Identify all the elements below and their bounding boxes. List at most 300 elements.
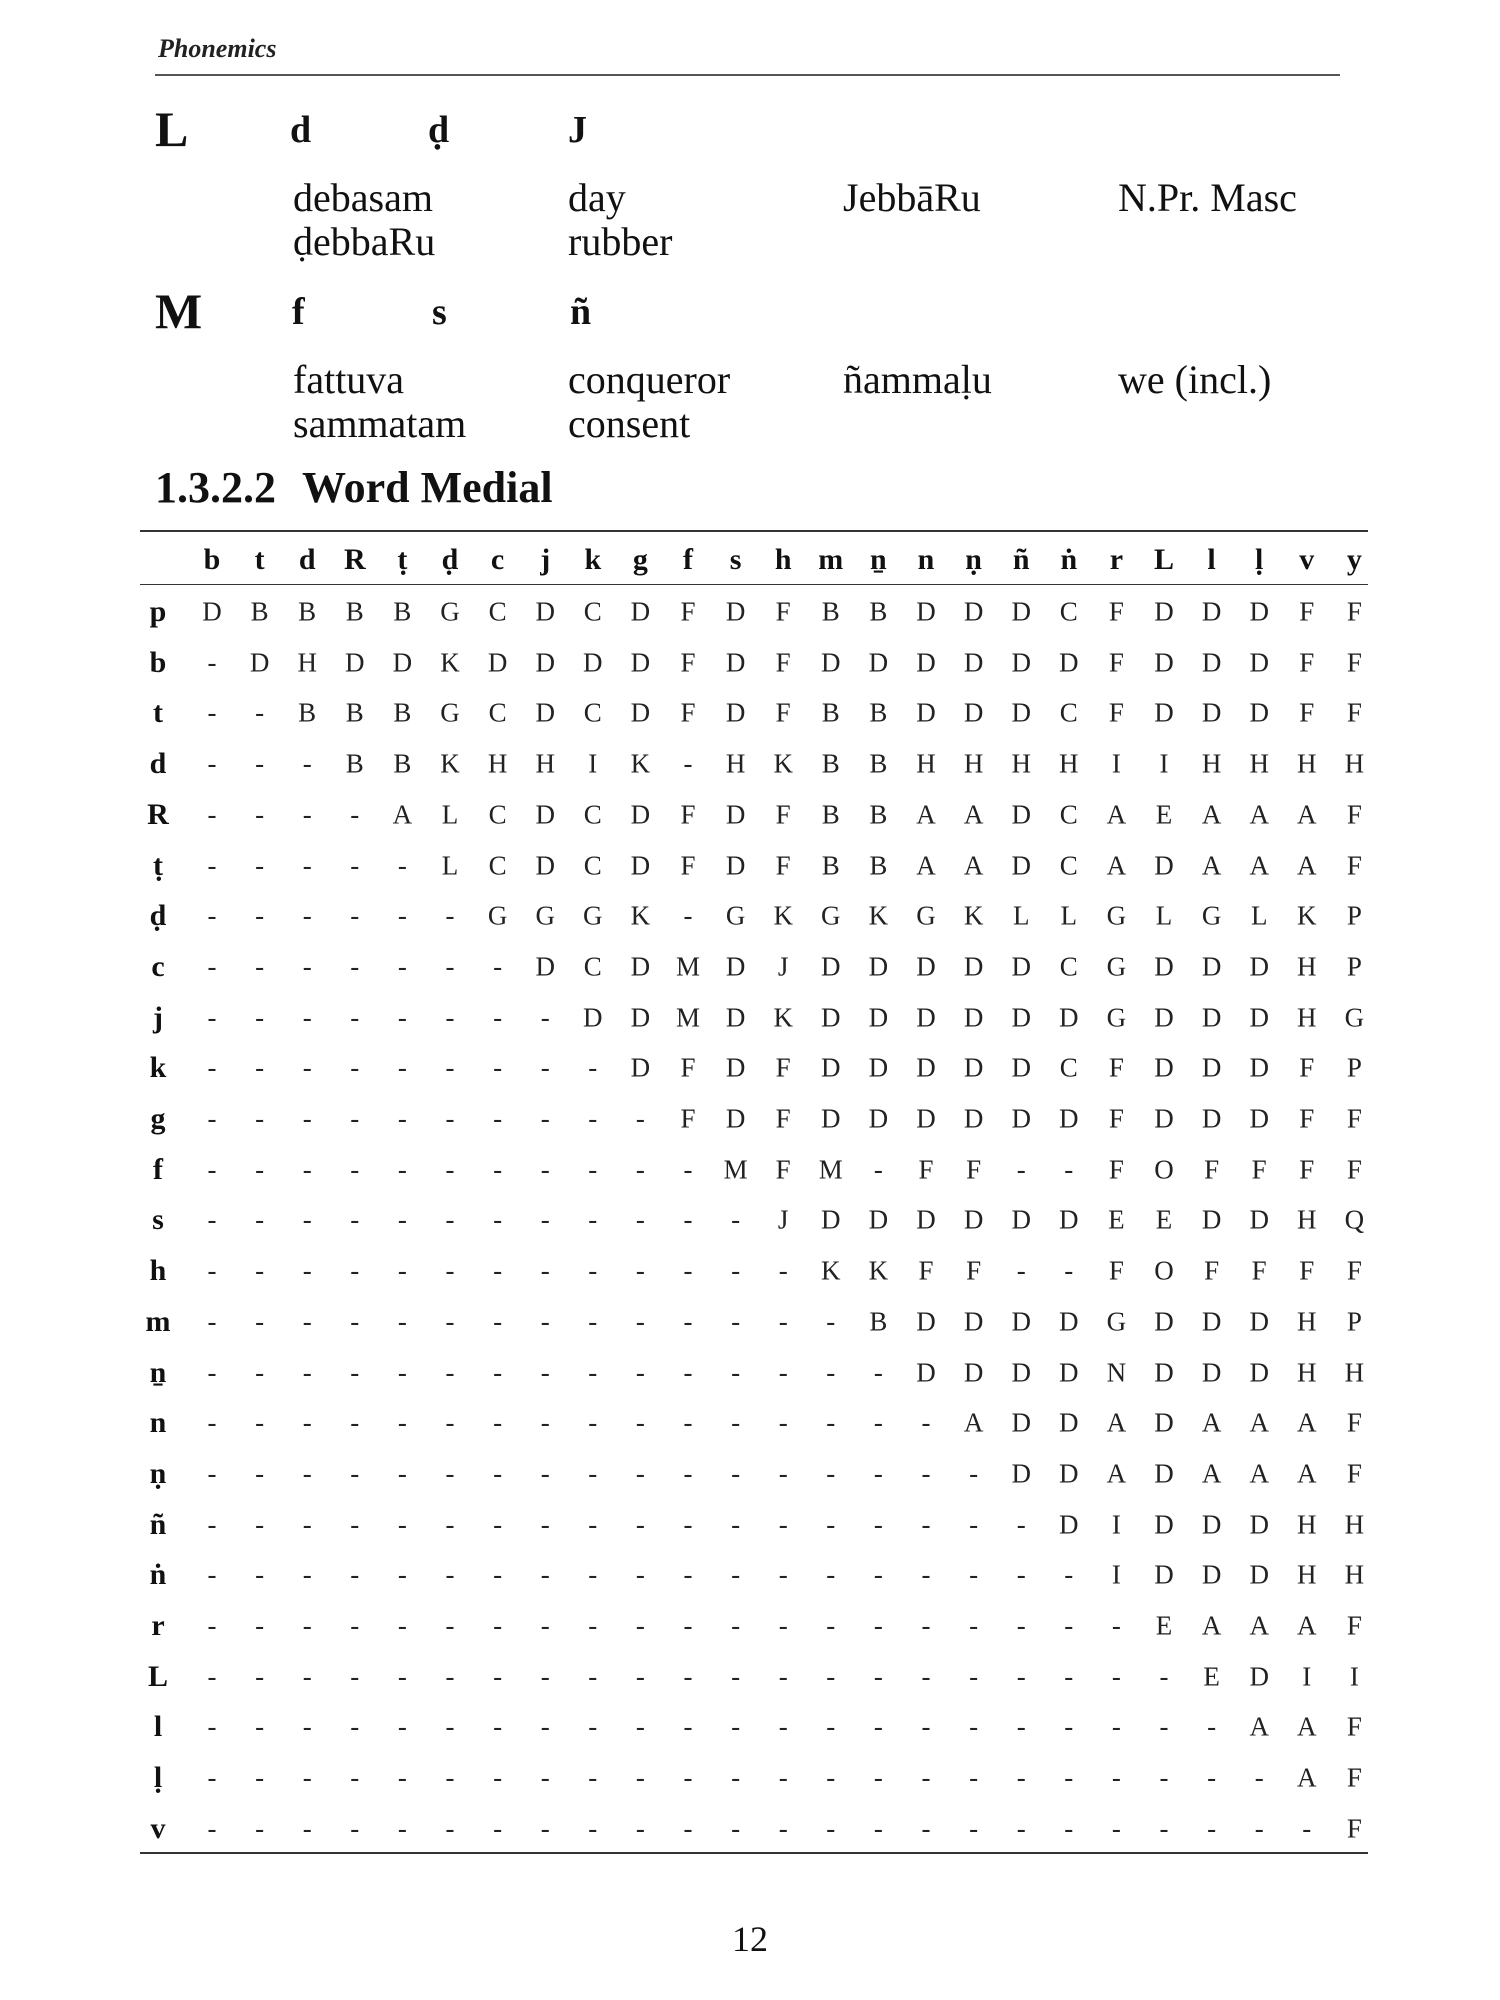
table-cell: - (302, 748, 312, 779)
table-cell: - (350, 1154, 360, 1185)
table-cell: G (535, 900, 555, 931)
table-cell: - (921, 1711, 931, 1742)
table-cell: - (731, 1357, 741, 1387)
table-cell: C (583, 850, 602, 880)
table-cell: - (778, 1661, 788, 1692)
table-cell: - (826, 1711, 836, 1742)
row-header: c (151, 949, 165, 983)
table-cell: D (916, 1002, 936, 1033)
table-cell: - (207, 1458, 217, 1489)
table-cell: - (350, 1813, 360, 1844)
table-cell: F (775, 1154, 791, 1185)
column-header: r (1109, 543, 1124, 576)
table-cell: - (207, 900, 217, 931)
table-cell: D (535, 850, 555, 880)
table-cell: - (683, 1154, 693, 1185)
table-cell: A (1249, 799, 1269, 830)
table-cell: - (397, 1711, 407, 1742)
table-cell: - (1111, 1711, 1121, 1742)
table-cell: - (445, 1610, 455, 1641)
table-cell: - (1254, 1813, 1264, 1844)
table-cell: G (821, 900, 841, 931)
table-cell: H (725, 748, 746, 779)
table-cell: - (826, 1559, 836, 1590)
table-cell: D (1011, 1458, 1031, 1489)
table-cell: M (723, 1154, 748, 1185)
table-cell: - (826, 1407, 836, 1438)
table-cell: D (963, 1103, 984, 1134)
table-cell: M (675, 1002, 701, 1033)
table-cell: - (826, 1509, 836, 1540)
table-cell: - (255, 1762, 265, 1793)
table-cell: - (350, 1762, 360, 1793)
table-cell: - (635, 1407, 645, 1438)
table-cell: - (588, 1052, 598, 1083)
column-header: j (540, 543, 551, 576)
table-cell: - (255, 748, 265, 779)
table-cell: F (680, 850, 696, 880)
table-cell: N (1106, 1357, 1127, 1387)
row-header: h (149, 1254, 167, 1288)
group-l-phoneme-2: ḍ (428, 109, 450, 151)
table-cell: A (1297, 1610, 1317, 1641)
table-cell: - (397, 1103, 407, 1134)
table-cell: - (969, 1661, 979, 1692)
row-header: ñ (149, 1507, 167, 1541)
table-cell: - (445, 1458, 455, 1489)
table-cell: G (1344, 1002, 1365, 1033)
table-cell: C (583, 951, 602, 982)
table-cell: - (588, 1610, 598, 1641)
column-header: y (1346, 543, 1362, 576)
table-cell: F (1251, 1154, 1267, 1185)
table-cell: D (1201, 1559, 1222, 1590)
table-cell: D (1011, 1306, 1031, 1337)
row-header: g (150, 1102, 166, 1135)
table-cell: C (488, 596, 507, 627)
table-cell: B (345, 697, 364, 728)
table-cell: I (1111, 1509, 1121, 1540)
table-cell: F (680, 596, 696, 627)
table-cell: - (207, 1204, 217, 1235)
table-cell: A (1249, 1407, 1269, 1438)
table-cell: - (540, 1559, 550, 1590)
table-cell: - (397, 1661, 407, 1692)
table-cell: D (916, 697, 936, 728)
table-cell: K (773, 900, 793, 931)
table-cell: - (493, 1255, 503, 1286)
table-cell: - (397, 850, 407, 880)
table-cell: - (493, 1813, 503, 1844)
table-cell: - (826, 1762, 836, 1793)
table-cell: F (680, 799, 696, 830)
table-cell: - (207, 1762, 217, 1793)
table-cell: - (731, 1813, 741, 1844)
table-cell: - (778, 1306, 788, 1337)
table-cell: F (1346, 1407, 1362, 1438)
table-cell: D (1011, 850, 1031, 880)
table-cell: - (540, 1357, 550, 1387)
table-cell: H (1011, 748, 1031, 779)
table-cell: F (1299, 1154, 1315, 1185)
table-cell: F (1346, 647, 1362, 678)
table-cell: - (635, 1306, 645, 1337)
table-cell: - (207, 1559, 217, 1590)
table-cell: D (1201, 1306, 1222, 1337)
table-cell: - (635, 1762, 645, 1793)
table-cell: - (1016, 1762, 1026, 1793)
table-cell: - (731, 1711, 741, 1742)
column-header: t (254, 543, 265, 576)
table-cell: A (1297, 1407, 1317, 1438)
table-cell: - (302, 1103, 312, 1134)
row-header: ḍ (149, 899, 167, 933)
table-cell: - (873, 1559, 883, 1590)
column-header: ṅ (1060, 543, 1078, 576)
table-cell: D (345, 647, 365, 678)
table-cell: A (1201, 1458, 1222, 1489)
table-cell: G (916, 900, 936, 931)
table-cell: A (1106, 799, 1127, 830)
table-cell: - (778, 1711, 788, 1742)
table-cell: - (397, 900, 407, 931)
table-cell: D (630, 850, 651, 880)
table-cell: D (1059, 1002, 1079, 1033)
table-cell: D (1249, 1661, 1269, 1692)
table-cell: - (445, 1002, 455, 1033)
table-cell: H (963, 748, 984, 779)
table-cell: F (918, 1154, 934, 1185)
table-cell: F (1108, 1103, 1124, 1134)
table-cell: K (1297, 900, 1317, 931)
table-cell: - (397, 1002, 407, 1033)
table-cell: B (869, 697, 888, 728)
table-cell: - (921, 1762, 931, 1793)
table-cell: F (1346, 1610, 1362, 1641)
table-cell: - (255, 697, 265, 728)
table-cell: M (818, 1154, 843, 1185)
table-cell: - (397, 1407, 407, 1438)
table-cell: B (821, 748, 840, 779)
table-cell: - (969, 1762, 979, 1793)
table-cell: D (1249, 951, 1269, 982)
table-cell: - (445, 1154, 455, 1185)
table-cell: - (207, 850, 217, 880)
row-header: m (145, 1304, 171, 1338)
table-cell: - (207, 1154, 217, 1185)
table-cell: B (869, 596, 888, 627)
table-cell: D (1059, 1458, 1079, 1489)
table-cell: B (821, 799, 840, 830)
table-cell: - (588, 1762, 598, 1793)
table-cell: D (963, 1002, 984, 1033)
table-cell: - (540, 1204, 550, 1235)
table-cell: K (868, 900, 889, 931)
table-cell: - (778, 1255, 788, 1286)
table-cell: - (969, 1458, 979, 1489)
table-cell: E (1155, 1204, 1173, 1235)
table-cell: F (1346, 1762, 1362, 1793)
table-cell: - (255, 1407, 265, 1438)
table-cell: D (1059, 1306, 1079, 1337)
table-cell: F (1346, 1255, 1362, 1286)
table-cell: - (635, 1509, 645, 1540)
table-cell: B (821, 596, 840, 627)
table-cell: - (350, 1306, 360, 1337)
table-cell: D (1059, 647, 1079, 678)
table-cell: D (963, 1204, 984, 1235)
table-cell: - (683, 1661, 693, 1692)
table-cell: A (392, 799, 413, 830)
table-cell: K (440, 647, 460, 678)
table-cell: - (873, 1154, 883, 1185)
table-cell: D (1201, 951, 1222, 982)
table-cell: D (1201, 1002, 1222, 1033)
table-cell: A (1249, 1458, 1269, 1489)
table-cell: - (255, 900, 265, 931)
table-cell: - (778, 1407, 788, 1438)
table-cell: H (1297, 951, 1317, 982)
table-cell: B (821, 850, 840, 880)
table-cell: - (493, 1154, 503, 1185)
table-cell: H (1344, 1559, 1365, 1590)
table-cell: - (255, 1661, 265, 1692)
table-cell: F (1346, 697, 1362, 728)
table-cell: - (255, 1204, 265, 1235)
table-cell: - (1159, 1813, 1169, 1844)
example-word: ḍebbaRu (293, 219, 436, 264)
table-cell: G (487, 900, 508, 931)
table-cell: D (821, 1103, 841, 1134)
row-header: ṅ (149, 1558, 167, 1592)
table-cell: F (775, 697, 791, 728)
table-cell: - (397, 1458, 407, 1489)
table-cell: D (963, 1357, 984, 1387)
table-cell: - (302, 1813, 312, 1844)
table-cell: M (675, 951, 701, 982)
table-cell: D (535, 951, 555, 982)
table-cell: D (535, 596, 555, 627)
table-cell: - (445, 1813, 455, 1844)
table-cell: - (302, 1306, 312, 1337)
table-cell: D (202, 596, 222, 627)
table-cell: - (873, 1458, 883, 1489)
table-cell: - (255, 1255, 265, 1286)
table-cell: - (826, 1610, 836, 1641)
table-cell: A (1297, 799, 1317, 830)
table-cell: - (683, 1306, 693, 1337)
table-cell: - (540, 1002, 550, 1033)
table-cell: - (683, 1255, 693, 1286)
table-cell: C (1059, 596, 1078, 627)
table-cell: D (1201, 1052, 1222, 1083)
table-cell: D (1011, 596, 1031, 627)
row-header: v (150, 1811, 166, 1845)
table-cell: - (493, 1357, 503, 1387)
table-cell: - (540, 1052, 550, 1083)
table-cell: F (775, 799, 791, 830)
table-cell: G (1106, 900, 1127, 931)
table-cell: D (1201, 1357, 1222, 1387)
table-cell: - (1016, 1559, 1026, 1590)
table-cell: D (1201, 1204, 1222, 1235)
table-cell: D (1059, 1204, 1079, 1235)
table-cell: - (731, 1509, 741, 1540)
table-cell: D (1059, 1357, 1079, 1387)
table-cell: - (493, 1762, 503, 1793)
table-cell: H (1297, 1204, 1317, 1235)
table-cell: H (297, 647, 317, 678)
table-cell: L (1060, 900, 1078, 931)
table-cell: - (445, 1509, 455, 1540)
table-cell: F (1299, 647, 1315, 678)
table-cell: - (540, 1509, 550, 1540)
table-cell: - (397, 1204, 407, 1235)
table-cell: F (1299, 1103, 1315, 1134)
table-cell: - (207, 1052, 217, 1083)
table-cell: C (583, 596, 602, 627)
table-cell: B (298, 697, 317, 728)
table-cell: D (1059, 1407, 1079, 1438)
table-cell: - (397, 1357, 407, 1387)
row-header: L (147, 1659, 169, 1693)
table-cell: A (1106, 1407, 1127, 1438)
column-header: R (343, 543, 366, 576)
table-cell: D (1011, 799, 1031, 830)
table-cell: D (1249, 1052, 1269, 1083)
table-cell: F (1299, 697, 1315, 728)
table-cell: K (440, 748, 460, 779)
row-header: R (147, 797, 169, 831)
table-cell: P (1346, 900, 1362, 931)
table-cell: - (207, 697, 217, 728)
table-cell: D (1154, 1103, 1174, 1134)
table-cell: H (535, 748, 555, 779)
table-cell: D (535, 799, 555, 830)
table-cell: D (868, 1002, 889, 1033)
table-cell: C (488, 850, 507, 880)
table-cell: - (635, 1610, 645, 1641)
table-cell: - (255, 1711, 265, 1742)
table-cell: - (302, 1052, 312, 1083)
table-cell: D (1249, 1103, 1269, 1134)
table-cell: - (540, 1407, 550, 1438)
group-letter-l: L (155, 101, 189, 157)
table-cell: H (1059, 748, 1079, 779)
table-cell: - (778, 1357, 788, 1387)
row-header: ṭ (153, 848, 163, 882)
table-cell: - (302, 1002, 312, 1033)
table-cell: C (1059, 799, 1078, 830)
table-cell: - (255, 1458, 265, 1489)
table-cell: - (540, 1762, 550, 1793)
table-cell: G (1106, 1306, 1127, 1337)
table-cell: F (1108, 596, 1124, 627)
table-cell: F (775, 850, 791, 880)
table-cell: - (445, 1052, 455, 1083)
table-cell: D (821, 647, 841, 678)
example-gloss: rubber (568, 219, 673, 264)
column-header: ṇ (965, 543, 982, 576)
table-cell: - (493, 951, 503, 982)
table-cell: D (1011, 697, 1031, 728)
table-cell: - (1064, 1762, 1074, 1793)
table-cell: - (1016, 1610, 1026, 1641)
table-cell: - (588, 1458, 598, 1489)
table-cell: - (302, 1255, 312, 1286)
table-cell: - (445, 1711, 455, 1742)
row-header: n (149, 1406, 167, 1440)
table-cell: A (1297, 1711, 1317, 1742)
table-cell: B (250, 596, 269, 627)
table-cell: I (1349, 1661, 1359, 1692)
table-cell: - (540, 1103, 550, 1134)
table-cell: A (1249, 1610, 1269, 1641)
row-header: f (153, 1152, 163, 1186)
table-cell: - (445, 1661, 455, 1692)
table-cell: - (445, 1204, 455, 1235)
table-cell: - (969, 1610, 979, 1641)
table-cell: - (1207, 1813, 1217, 1844)
table-cell: D (1011, 1052, 1031, 1083)
table-cell: - (1016, 1255, 1026, 1286)
table-cell: D (1059, 1103, 1079, 1134)
table-cell: - (683, 1407, 693, 1438)
table-cell: - (302, 1661, 312, 1692)
table-cell: C (583, 697, 602, 728)
table-cell: C (1059, 850, 1078, 880)
table-cell: - (873, 1357, 883, 1387)
table-cell: G (583, 900, 603, 931)
table-cell: - (302, 850, 312, 880)
table-cell: - (493, 1204, 503, 1235)
table-cell: - (445, 1559, 455, 1590)
table-cell: F (1204, 1154, 1220, 1185)
table-cell: - (350, 1103, 360, 1134)
table-cell: - (731, 1204, 741, 1235)
example-word: sammatam (293, 401, 467, 446)
table-cell: - (778, 1813, 788, 1844)
group-l-phoneme-3: J (568, 109, 587, 151)
table-cell: D (963, 951, 984, 982)
table-cell: F (918, 1255, 934, 1286)
table-cell: F (966, 1255, 982, 1286)
table-cell: - (1159, 1711, 1169, 1742)
table-cell: C (488, 697, 507, 728)
table-cell: D (630, 799, 651, 830)
table-cell: D (725, 951, 746, 982)
table-cell: - (350, 1559, 360, 1590)
table-cell: - (1064, 1154, 1074, 1185)
table-cell: A (1201, 1610, 1222, 1641)
table-cell: A (1201, 799, 1222, 830)
table-cell: D (821, 951, 841, 982)
table-cell: - (778, 1610, 788, 1641)
table-cell: H (1344, 748, 1365, 779)
column-header: ṭ (397, 543, 408, 576)
table-cell: - (588, 1661, 598, 1692)
table-cell: - (540, 1154, 550, 1185)
column-header: ṉ (870, 543, 887, 576)
table-cell: - (397, 951, 407, 982)
table-cell: A (916, 799, 936, 830)
table-cell: D (1249, 647, 1269, 678)
table-cell: - (540, 1458, 550, 1489)
table-cell: - (635, 1204, 645, 1235)
table-cell: H (1344, 1357, 1365, 1387)
table-cell: - (683, 1813, 693, 1844)
column-header: b (203, 543, 221, 576)
